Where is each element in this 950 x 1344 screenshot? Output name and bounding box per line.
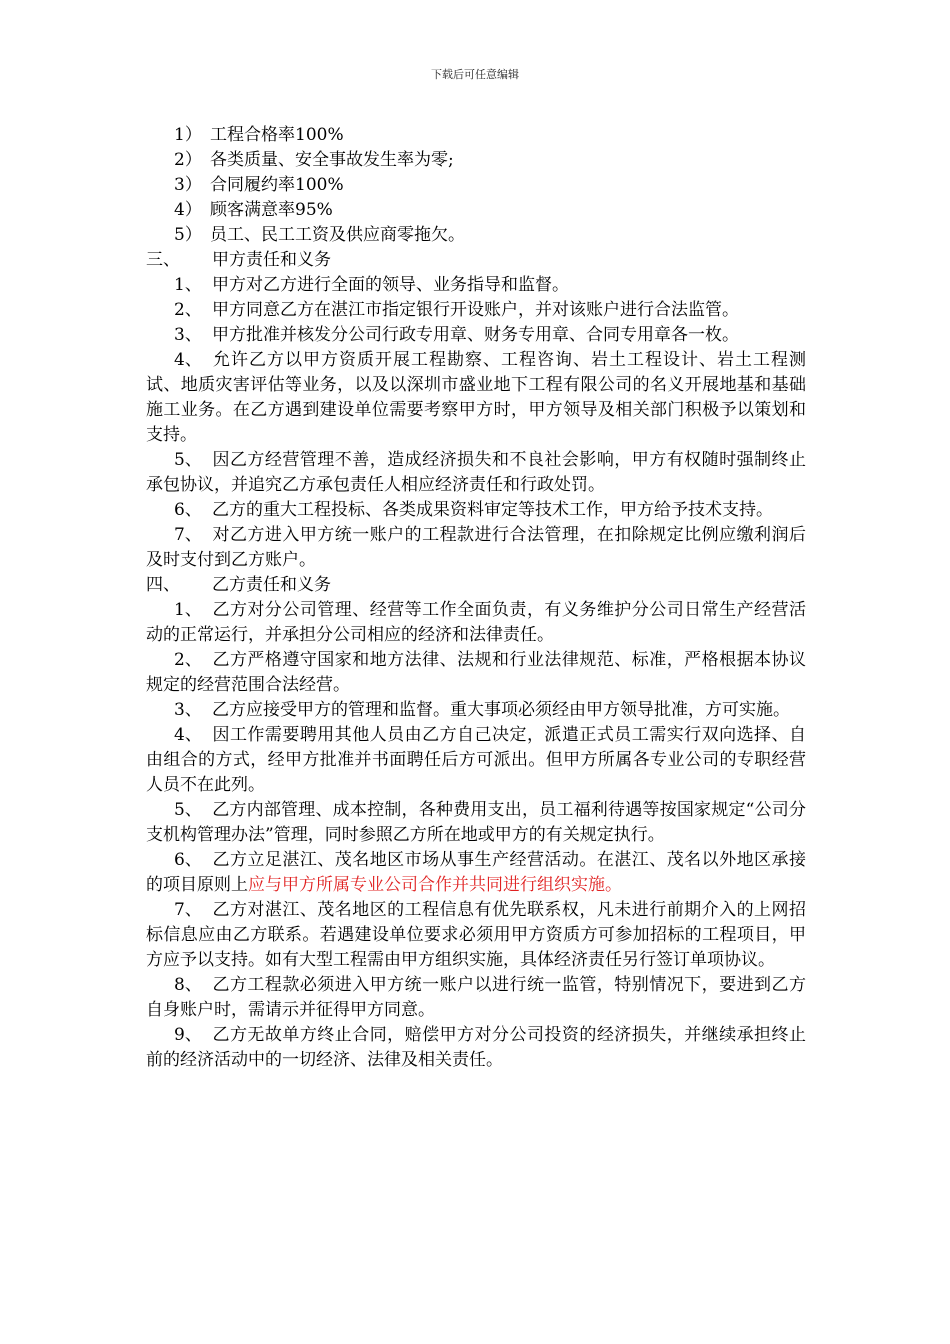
goal-number: 1） <box>174 125 202 145</box>
clause-number: 3、 <box>174 325 202 345</box>
clause-text: 乙方应接受甲方的管理和监督。重大事项必须经由甲方领导批准，方可实施。 <box>212 700 790 720</box>
goal-item <box>146 123 806 148</box>
page-header: 下载后可任意编辑 <box>431 68 519 81</box>
goal-text: 顾客满意率95% <box>210 200 333 220</box>
goal-text: 合同履约率100% <box>210 175 344 195</box>
clause-text: 因乙方经营管理不善，造成经济损失和不良社会影响，甲方有权随时强制终止承包协议，并追究乙方承包责任人相应经济责任和行政处罚。 <box>146 450 806 495</box>
clause-text: 因工作需要聘用其他人员由乙方自己决定，派遣正式员工需实行双向选择、自由组合的方式，经甲方批准并书面聘任后方可派出。但甲方所属各专业公司的专职经营人员不在此列。 <box>146 725 806 795</box>
clause-text: 乙方工程款必须进入甲方统一账户以进行统一监管，特别情况下，要进到乙方自身账户时，需请示并征得甲方同意。 <box>146 975 806 1020</box>
clause <box>146 898 806 973</box>
clause-number: 2、 <box>174 300 202 320</box>
goal-text: 员工、民工工资及供应商零拖欠。 <box>210 225 465 245</box>
goal-text: 各类质量、安全事故发生率为零; <box>210 150 454 170</box>
clause <box>146 698 806 723</box>
clause-text: 乙方无故单方终止合同，赔偿甲方对分公司投资的经济损失，并继续承担终止前的经济活动中的一切经济、法律及相关责任。 <box>146 1025 806 1070</box>
clause-number: 3、 <box>174 700 202 720</box>
section-title: 乙方责任和义务 <box>212 575 331 595</box>
clause <box>146 323 806 348</box>
clause-text: 乙方立足湛江、茂名地区市场从事生产经营活动。在湛江、茂名以外地区承接的项目原则上 <box>146 850 806 895</box>
clause-text: 甲方同意乙方在湛江市指定银行开设账户，并对该账户进行合法监管。 <box>212 300 739 320</box>
goal-item <box>146 223 806 248</box>
section-heading <box>146 248 806 273</box>
clause-text: 对乙方进入甲方统一账户的工程款进行合法管理，在扣除规定比例应缴利润后及时支付到乙方账户。 <box>146 525 806 570</box>
clause-highlight-text: 应与甲方所属专业公司合作并共同进行组织实施。 <box>248 875 622 895</box>
clause <box>146 273 806 298</box>
clause <box>146 848 806 898</box>
clause <box>146 798 806 848</box>
clause <box>146 298 806 323</box>
clause-number: 5、 <box>174 800 202 820</box>
clause <box>146 348 806 448</box>
section-heading <box>146 573 806 598</box>
goal-number: 5） <box>174 225 202 245</box>
goal-number: 2） <box>174 150 202 170</box>
goal-item <box>146 148 806 173</box>
clause <box>146 523 806 573</box>
clause-text: 乙方严格遵守国家和地方法律、法规和行业法律规范、标准，严格根据本协议规定的经营范围合法经营。 <box>146 650 806 695</box>
clause-number: 4、 <box>174 350 202 370</box>
clause <box>146 598 806 648</box>
clause <box>146 1023 806 1073</box>
section-number: 四、 <box>146 575 180 595</box>
clause-text: 乙方对湛江、茂名地区的工程信息有优先联系权，凡未进行前期介入的上网招标信息应由乙方联系。若遇建设单位要求必须用甲方资质方可参加招标的工程项目，甲方应予以支持。如有大型工程需由甲方组织实施，具体经济责任另行签订单项协议。 <box>146 900 806 970</box>
clause-number: 5、 <box>174 450 202 470</box>
clause-text: 乙方的重大工程投标、各类成果资料审定等技术工作，甲方给予技术支持。 <box>212 500 773 520</box>
clause <box>146 973 806 1023</box>
clause-number: 9、 <box>174 1025 202 1045</box>
clause-number: 6、 <box>174 500 202 520</box>
section-number: 三、 <box>146 250 180 270</box>
section-title: 甲方责任和义务 <box>212 250 331 270</box>
clause-text: 乙方内部管理、成本控制，各种费用支出，员工福利待遇等按国家规定“公司分支机构管理办法”管理，同时参照乙方所在地或甲方的有关规定执行。 <box>146 800 806 845</box>
clause-number: 4、 <box>174 725 202 745</box>
goal-text: 工程合格率100% <box>210 125 344 145</box>
goal-number: 3） <box>174 175 202 195</box>
document-body <box>146 123 806 1073</box>
goal-item <box>146 198 806 223</box>
clause <box>146 648 806 698</box>
clause-text: 乙方对分公司管理、经营等工作全面负责，有义务维护分公司日常生产经营活动的正常运行，并承担分公司相应的经济和法律责任。 <box>146 600 806 645</box>
clause-number: 1、 <box>174 275 202 295</box>
clause-number: 7、 <box>174 525 202 545</box>
clause <box>146 723 806 798</box>
clause-number: 2、 <box>174 650 202 670</box>
goal-item <box>146 173 806 198</box>
goal-number: 4） <box>174 200 202 220</box>
clause <box>146 498 806 523</box>
clause-number: 6、 <box>174 850 202 870</box>
clause-text: 允许乙方以甲方资质开展工程勘察、工程咨询、岩土工程设计、岩土工程测试、地质灾害评估等业务，以及以深圳市盛业地下工程有限公司的名义开展地基和基础施工业务。在乙方遇到建设单位需要考察甲方时，甲方领导及相关部门积极予以策划和支持。 <box>146 350 806 445</box>
clause-text: 甲方批准并核发分公司行政专用章、财务专用章、合同专用章各一枚。 <box>212 325 739 345</box>
clause-number: 7、 <box>174 900 202 920</box>
clause-text: 甲方对乙方进行全面的领导、业务指导和监督。 <box>212 275 569 295</box>
clause-number: 8、 <box>174 975 202 995</box>
clause-number: 1、 <box>174 600 202 620</box>
clause <box>146 448 806 498</box>
